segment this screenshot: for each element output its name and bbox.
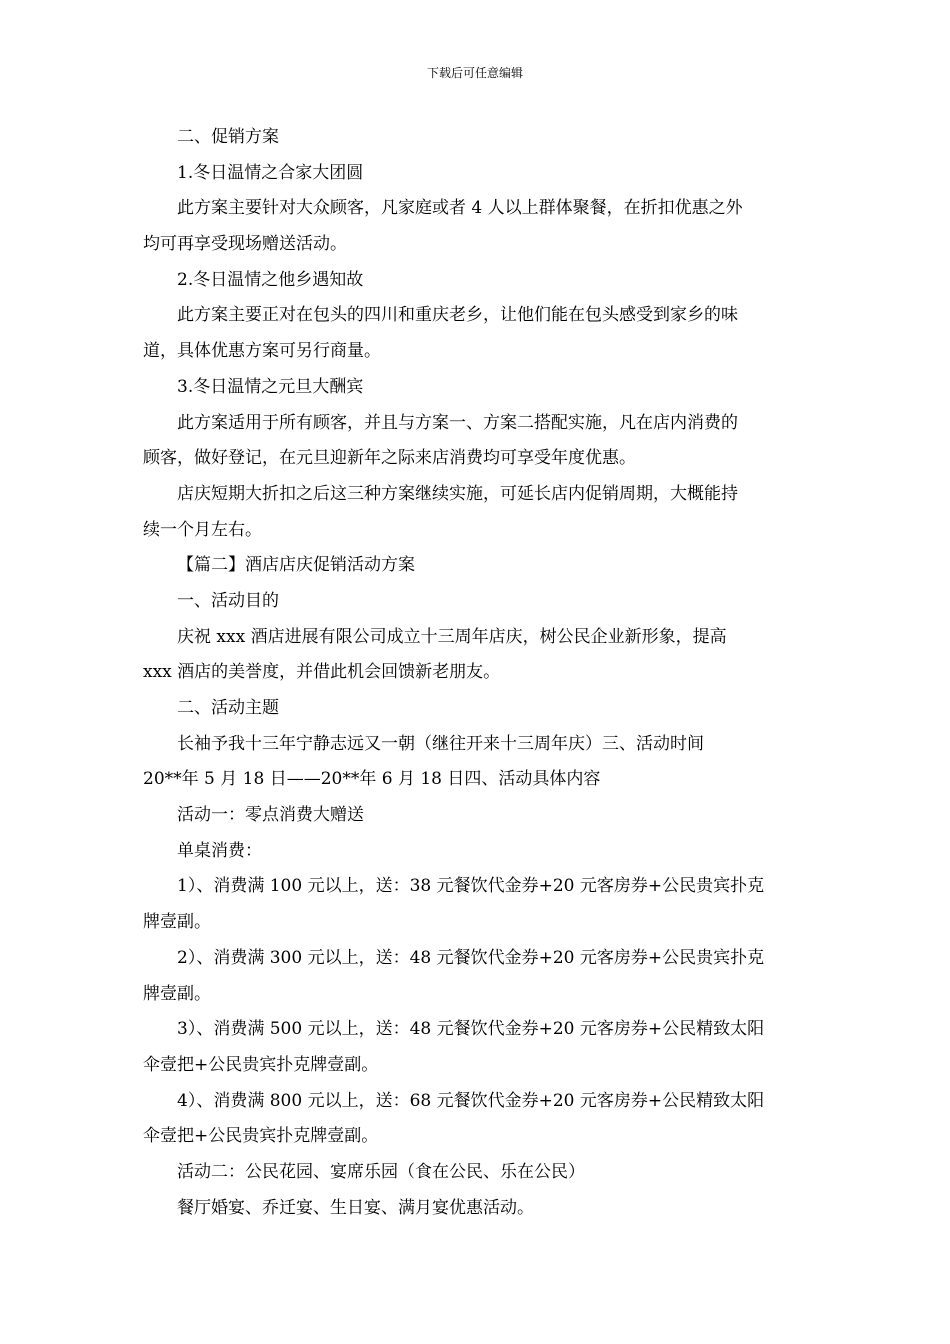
text-line: 二、活动主题 bbox=[177, 698, 279, 718]
text-line: 一、活动目的 bbox=[177, 590, 279, 611]
text-line: 此方案主要正对在包头的四川和重庆老乡，让他们能在包头感受到家乡的味 bbox=[177, 305, 738, 326]
text-line: 20**年 5 月 18 日——20**年 6 月 18 日四、活动具体内容 bbox=[143, 769, 601, 790]
text-line: 二、促销方案 bbox=[177, 127, 279, 147]
text-line: 【篇二】酒店店庆促销活动方案 bbox=[177, 555, 415, 576]
text-line: 庆祝 xxx 酒店进展有限公司成立十三周年店庆，树公民企业新形象，提高 bbox=[177, 626, 727, 647]
text-line: 4）、消费满 800 元以上，送：68 元餐饮代金券+20 元客房券+公民精致太阳 bbox=[177, 1090, 765, 1111]
text-line: 长袖予我十三年宁静志远又一朝（继往开来十三周年庆）三、活动时间 bbox=[177, 733, 704, 754]
text-line: 均可再享受现场赠送活动。 bbox=[143, 234, 347, 255]
text-line: 店庆短期大折扣之后这三种方案继续实施，可延长店内促销周期，大概能持 bbox=[177, 483, 738, 504]
text-line: 3.冬日温情之元旦大酬宾 bbox=[177, 376, 364, 397]
text-line: 2）、消费满 300 元以上，送：48 元餐饮代金券+20 元客房券+公民贵宾扑克 bbox=[177, 947, 765, 968]
text-line: 道，具体优惠方案可另行商量。 bbox=[143, 341, 381, 362]
text-line: 活动一：零点消费大赠送 bbox=[177, 805, 364, 826]
document-body bbox=[143, 120, 807, 1226]
text-line: 活动二：公民花园、宴席乐园（食在公民、乐在公民） bbox=[177, 1161, 585, 1182]
text-line: xxx 酒店的美誉度，并借此机会回馈新老朋友。 bbox=[143, 662, 501, 683]
text-line: 3）、消费满 500 元以上，送：48 元餐饮代金券+20 元客房券+公民精致太阳 bbox=[177, 1019, 765, 1040]
text-line: 此方案适用于所有顾客，并且与方案一、方案二搭配实施，凡在店内消费的 bbox=[177, 412, 738, 433]
text-line: 餐厅婚宴、乔迁宴、生日宴、满月宴优惠活动。 bbox=[177, 1197, 534, 1218]
text-line: 牌壹副。 bbox=[143, 912, 211, 933]
text-line: 单桌消费： bbox=[177, 840, 262, 861]
text-line: 续一个月左右。 bbox=[143, 519, 262, 540]
text-line: 顾客，做好登记，在元旦迎新年之际来店消费均可享受年度优惠。 bbox=[143, 448, 636, 469]
text-line: 伞壹把+公民贵宾扑克牌壹副。 bbox=[143, 1054, 379, 1075]
text-line: 1.冬日温情之合家大团圆 bbox=[177, 162, 364, 183]
text-line: 伞壹把+公民贵宾扑克牌壹副。 bbox=[143, 1126, 379, 1147]
text-line: 2.冬日温情之他乡遇知故 bbox=[177, 269, 364, 290]
text-line: 此方案主要针对大众顾客，凡家庭或者 4 人以上群体聚餐，在折扣优惠之外 bbox=[177, 198, 743, 219]
text-line: 牌壹副。 bbox=[143, 983, 211, 1004]
text-line: 1）、消费满 100 元以上，送：38 元餐饮代金券+20 元客房券+公民贵宾扑克 bbox=[177, 876, 765, 897]
page-header: 下载后可任意编辑 bbox=[426, 66, 523, 80]
